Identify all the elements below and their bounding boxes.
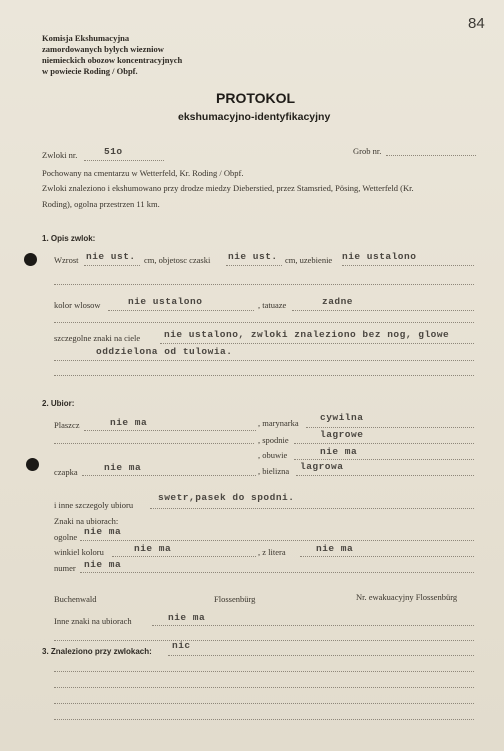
document-title: PROTOKOL [216, 90, 296, 106]
litera-label: , z litera [258, 547, 286, 557]
obuwie-line [294, 459, 474, 460]
zwloki-label: Zwloki nr. [42, 150, 78, 160]
plaszcz-label: Plaszcz [54, 420, 80, 430]
inne-znaki-value: nie ma [168, 612, 206, 623]
grob-line [386, 155, 476, 156]
inne-line [150, 508, 474, 509]
marynarka-label: , marynarka [258, 418, 299, 428]
kolor-value: nie ustalono [128, 296, 203, 307]
obuwie-label: , obuwie [258, 450, 288, 460]
blank-line-5 [54, 640, 474, 641]
blank-line-3 [54, 375, 474, 376]
inne-value: swetr,pasek do spodni. [158, 492, 295, 503]
punch-hole-bottom [26, 458, 39, 471]
ewakuacyjny-label: Nr. ewakuacyjny Flossenbürg [356, 592, 458, 602]
zwloki-line [84, 160, 164, 161]
litera-value: nie ma [316, 543, 354, 554]
tatuaze-value: zadne [322, 296, 354, 307]
kolor-label: kolor wlosow [54, 300, 101, 310]
grob-label: Grob nr. [353, 146, 382, 156]
blank-line-8 [54, 703, 474, 704]
czapka-value: nie ma [104, 462, 142, 473]
blank-line-6 [54, 671, 474, 672]
tatuaze-label: , tatuaze [258, 300, 287, 310]
wzrost-line [84, 265, 140, 266]
tatuaze-line [292, 310, 474, 311]
winkiel-value: nie ma [134, 543, 172, 554]
kolor-line [108, 310, 254, 311]
plaszcz-value: nie ma [110, 417, 148, 428]
numer-value: nie ma [84, 559, 122, 570]
flossenburg-label: Flossenbürg [214, 594, 256, 604]
czaszka-line [226, 265, 282, 266]
czapka-label: czapka [54, 467, 78, 477]
blank-line-9 [54, 719, 474, 720]
section-2-title: 2. Ubior: [42, 399, 75, 408]
punch-hole-top [24, 253, 37, 266]
inne-znaki-label: Inne znaki na ubiorach [54, 616, 132, 626]
inne-znaki-line [152, 625, 474, 626]
marynarka-value: cywilna [320, 412, 364, 423]
spodnie-line [294, 443, 474, 444]
znaki-line-2 [54, 360, 474, 361]
institution-line-4: w powiecie Roding / Obpf. [42, 66, 138, 76]
znaki-value-2: oddzielona od tulowia. [96, 346, 233, 357]
wzrost-label: Wzrost [54, 255, 79, 265]
institution-line-1: Komisja Ekshumacyjna [42, 33, 130, 43]
blank-line-1 [54, 284, 474, 285]
blank-line-7 [54, 687, 474, 688]
zwloki-value: 51o [104, 146, 123, 157]
winkiel-line [112, 556, 256, 557]
inne-label: i inne szczegoly ubioru [54, 500, 134, 510]
uzebienie-line [342, 265, 474, 266]
ogolne-line [80, 540, 474, 541]
institution-line-3: niemieckich obozow koncentracyjnych [42, 55, 183, 65]
bielizna-line [296, 475, 474, 476]
blank-line-2 [54, 322, 474, 323]
uzebienie-label: cm, uzebienie [285, 255, 333, 265]
buried-line: Pochowany na cmentarzu w Wetterfeld, Kr. Roding / Obpf. [42, 168, 244, 178]
numer-line [80, 572, 474, 573]
znaki-label: szczegolne znaki na ciele [54, 333, 141, 343]
found-line-2: Roding), ogolna przestrzen 11 km. [42, 199, 160, 209]
marynarka-line [306, 427, 474, 428]
znaki-value-1: nie ustalono, zwloki znaleziono bez nog, glowe [164, 329, 450, 340]
section-3-line [168, 655, 474, 656]
czapka-line [82, 475, 256, 476]
spodnie-value: lagrowe [320, 429, 364, 440]
wzrost-unit: cm, objetosc czaski [144, 255, 211, 265]
winkiel-label: winkiel koloru [54, 547, 104, 557]
section-1-title: 1. Opis zwlok: [42, 234, 96, 243]
uzebienie-value: nie ustalono [342, 251, 417, 262]
znaki-ubior-label: Znaki na ubiorach: [54, 516, 119, 526]
section-3-title: 3. Znaleziono przy zwlokach: [42, 647, 152, 656]
ogolne-value: nie ma [84, 526, 122, 537]
document-subtitle: ekshumacyjno-identyfikacyjny [178, 111, 331, 123]
znaki-line-1 [160, 343, 474, 344]
institution-line-2: zamordowanych bylych wiezniow [42, 44, 164, 54]
wzrost-value: nie ust. [86, 251, 136, 262]
czaszka-value: nie ust. [228, 251, 278, 262]
numer-label: numer [54, 563, 76, 573]
buchenwald-label: Buchenwald [54, 594, 97, 604]
obuwie-value: nie ma [320, 446, 358, 457]
page-number: 84 [468, 15, 485, 32]
plaszcz-line [84, 430, 256, 431]
litera-line [300, 556, 474, 557]
section-3-value: nic [172, 640, 191, 651]
bielizna-label: , bielizna [258, 466, 290, 476]
ogolne-label: ogolne [54, 532, 78, 542]
blank-line-4 [54, 443, 254, 444]
spodnie-label: , spodnie [258, 435, 289, 445]
found-line-1: Zwloki znaleziono i ekshumowano przy drodze miedzy Dieberstied, przez Stamsried, Pösing, Wetterfeld (Kr. [42, 183, 414, 193]
bielizna-value: lagrowa [300, 461, 344, 472]
